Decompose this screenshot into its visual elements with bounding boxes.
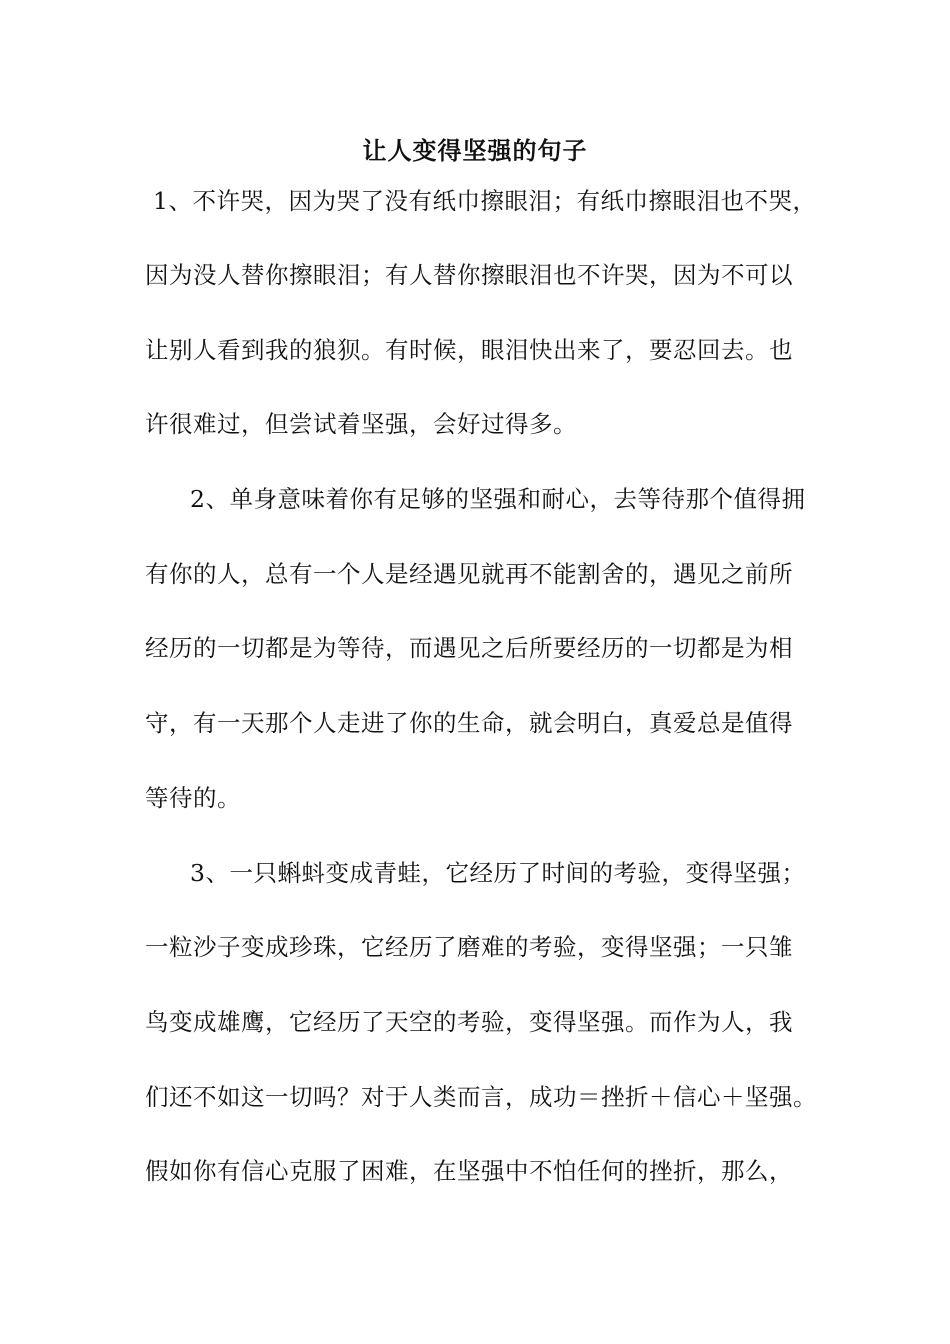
paragraph-2-line-4: 守，有一天那个人走进了你的生命，就会明白，真爱总是值得 xyxy=(145,709,793,737)
paragraph-1-line-1: 1、不许哭，因为哭了没有纸巾擦眼泪；有纸巾擦眼泪也不哭， xyxy=(153,187,817,215)
paragraph-2-line-2: 有你的人，总有一个人是经遇见就再不能割舍的，遇见之前所 xyxy=(145,560,793,588)
paragraph-3-line-4: 们还不如这一切吗？对于人类而言，成功＝挫折＋信心＋坚强。 xyxy=(145,1083,817,1111)
paragraph-1-line-2: 因为没人替你擦眼泪；有人替你擦眼泪也不许哭，因为不可以 xyxy=(145,261,793,289)
document-title: 让人变得坚强的句子 xyxy=(362,136,588,165)
paragraph-3-line-2: 一粒沙子变成珍珠，它经历了磨难的考验，变得坚强；一只雏 xyxy=(145,933,793,961)
paragraph-2-line-3: 经历的一切都是为等待，而遇见之后所要经历的一切都是为相 xyxy=(145,634,793,662)
paragraph-3-line-3: 鸟变成雄鹰，它经历了天空的考验，变得坚强。而作为人，我 xyxy=(145,1008,793,1036)
paragraph-2-line-1: 2、单身意味着你有足够的坚强和耐心，去等待那个值得拥 xyxy=(190,485,806,513)
paragraph-2-line-5: 等待的。 xyxy=(145,784,241,812)
paragraph-3-line-5: 假如你有信心克服了困难，在坚强中不怕任何的挫折，那么， xyxy=(145,1157,793,1185)
paragraph-1-line-4: 许很难过，但尝试着坚强，会好过得多。 xyxy=(145,410,577,438)
paragraph-3-line-1: 3、一只蝌蚪变成青蛙，它经历了时间的考验，变得坚强； xyxy=(190,859,806,887)
paragraph-1-line-3: 让别人看到我的狼狈。有时候，眼泪快出来了，要忍回去。也 xyxy=(145,336,793,364)
